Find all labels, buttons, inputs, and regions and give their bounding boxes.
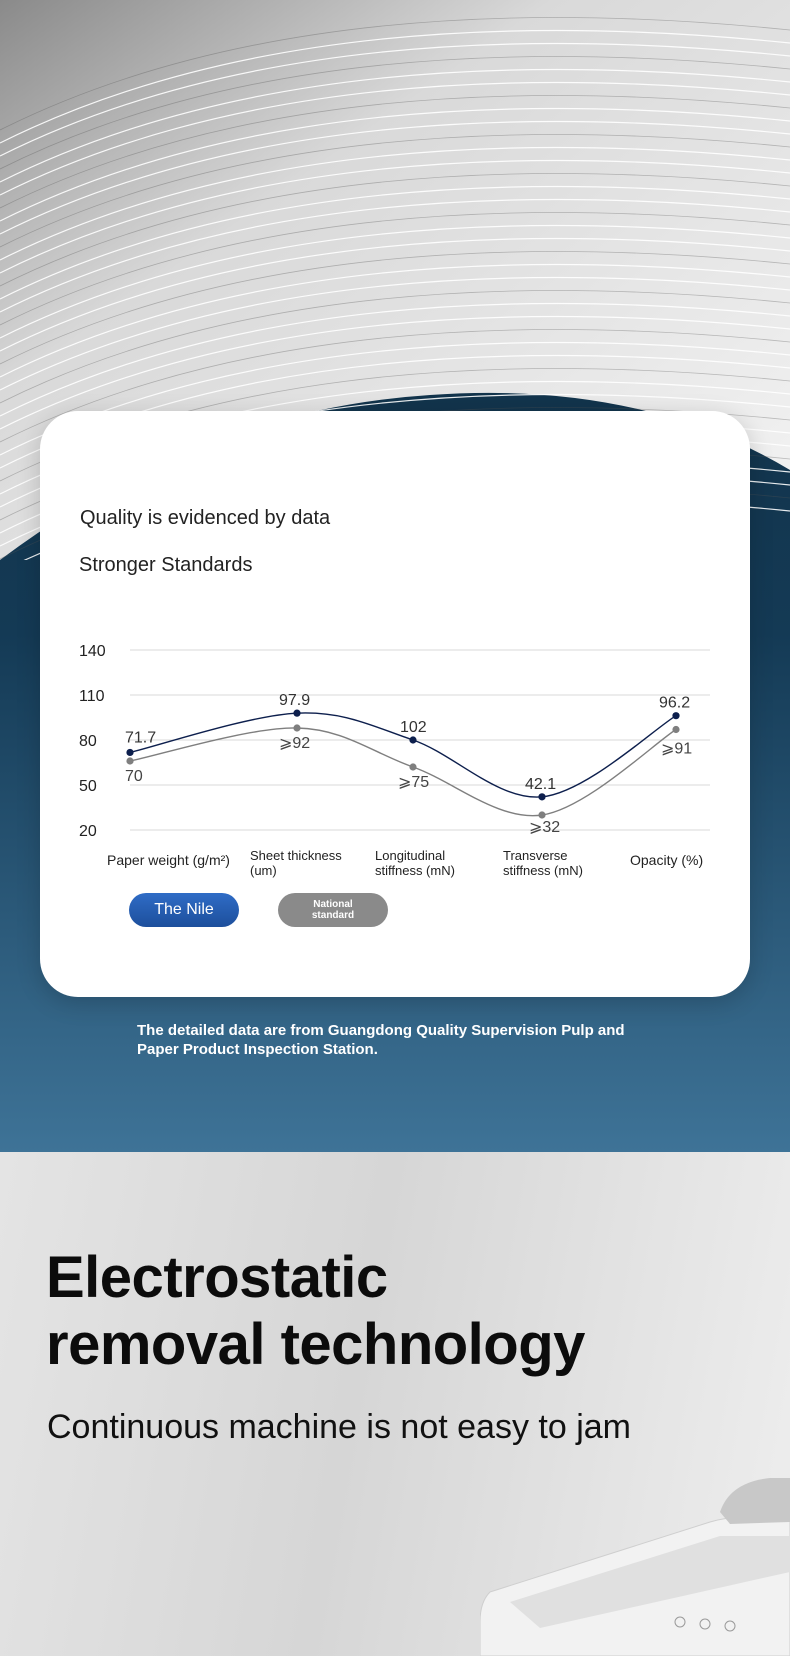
data-label-the-nile: 96.2	[659, 694, 691, 712]
y-tick-label: 80	[79, 733, 97, 750]
legend-national-standard	[278, 893, 388, 927]
series-line-national-standard	[130, 728, 676, 816]
data-label-national-standard: ⩾92	[279, 735, 311, 752]
electrostatic-section	[0, 1152, 790, 1656]
data-label-national-standard: 70	[125, 768, 143, 785]
data-point-national-standard	[538, 811, 545, 818]
legend-the-nile-label: The Nile	[154, 901, 214, 918]
y-tick-label: 20	[79, 823, 97, 840]
quality-card	[40, 411, 750, 997]
data-label-the-nile: 97.9	[279, 692, 311, 710]
data-label-national-standard: ⩾75	[398, 774, 430, 791]
data-point-national-standard	[409, 763, 416, 770]
x-tick-label: Longitudinal stiffness (mN)	[375, 848, 455, 878]
data-point-the-nile	[672, 712, 679, 719]
source-note: The detailed data are from Guangdong Quality Supervision Pulp and Paper Product Inspection Station.	[137, 1022, 625, 1058]
data-point-national-standard	[126, 757, 133, 764]
data-point-national-standard	[672, 726, 679, 733]
x-tick-label: Paper weight (g/m²)	[107, 852, 230, 868]
headline-line-2: removal technology	[46, 1312, 585, 1377]
data-label-the-nile: 42.1	[525, 775, 557, 793]
y-tick-label: 140	[79, 643, 106, 660]
tagline: Continuous machine is not easy to jam	[47, 1408, 631, 1446]
data-label-the-nile: 102	[400, 719, 427, 736]
data-point-national-standard	[293, 724, 300, 731]
data-label-the-nile: 71.7	[125, 729, 157, 747]
legend-the-nile	[129, 893, 239, 927]
printer-image	[480, 1452, 790, 1656]
x-tick-label: Sheet thickness (um)	[250, 848, 342, 878]
data-point-the-nile	[538, 793, 545, 800]
electrostatic-headline	[46, 1244, 746, 1378]
card-subtitle: Stronger Standards	[79, 554, 253, 576]
x-tick-label: Transverse stiffness (mN)	[503, 848, 583, 878]
card-title: Quality is evidenced by data	[80, 507, 331, 529]
y-tick-label: 50	[79, 778, 97, 795]
data-point-the-nile	[126, 749, 133, 756]
data-point-the-nile	[293, 710, 300, 717]
x-tick-label: Opacity (%)	[630, 852, 704, 868]
data-label-national-standard: ⩾91	[661, 740, 693, 758]
headline-line-1: Electrostatic	[46, 1245, 388, 1310]
data-label-national-standard: ⩾32	[529, 819, 561, 836]
legend-national-standard-label: National standard	[311, 899, 355, 921]
y-tick-label: 110	[79, 688, 105, 705]
data-point-the-nile	[409, 736, 416, 743]
